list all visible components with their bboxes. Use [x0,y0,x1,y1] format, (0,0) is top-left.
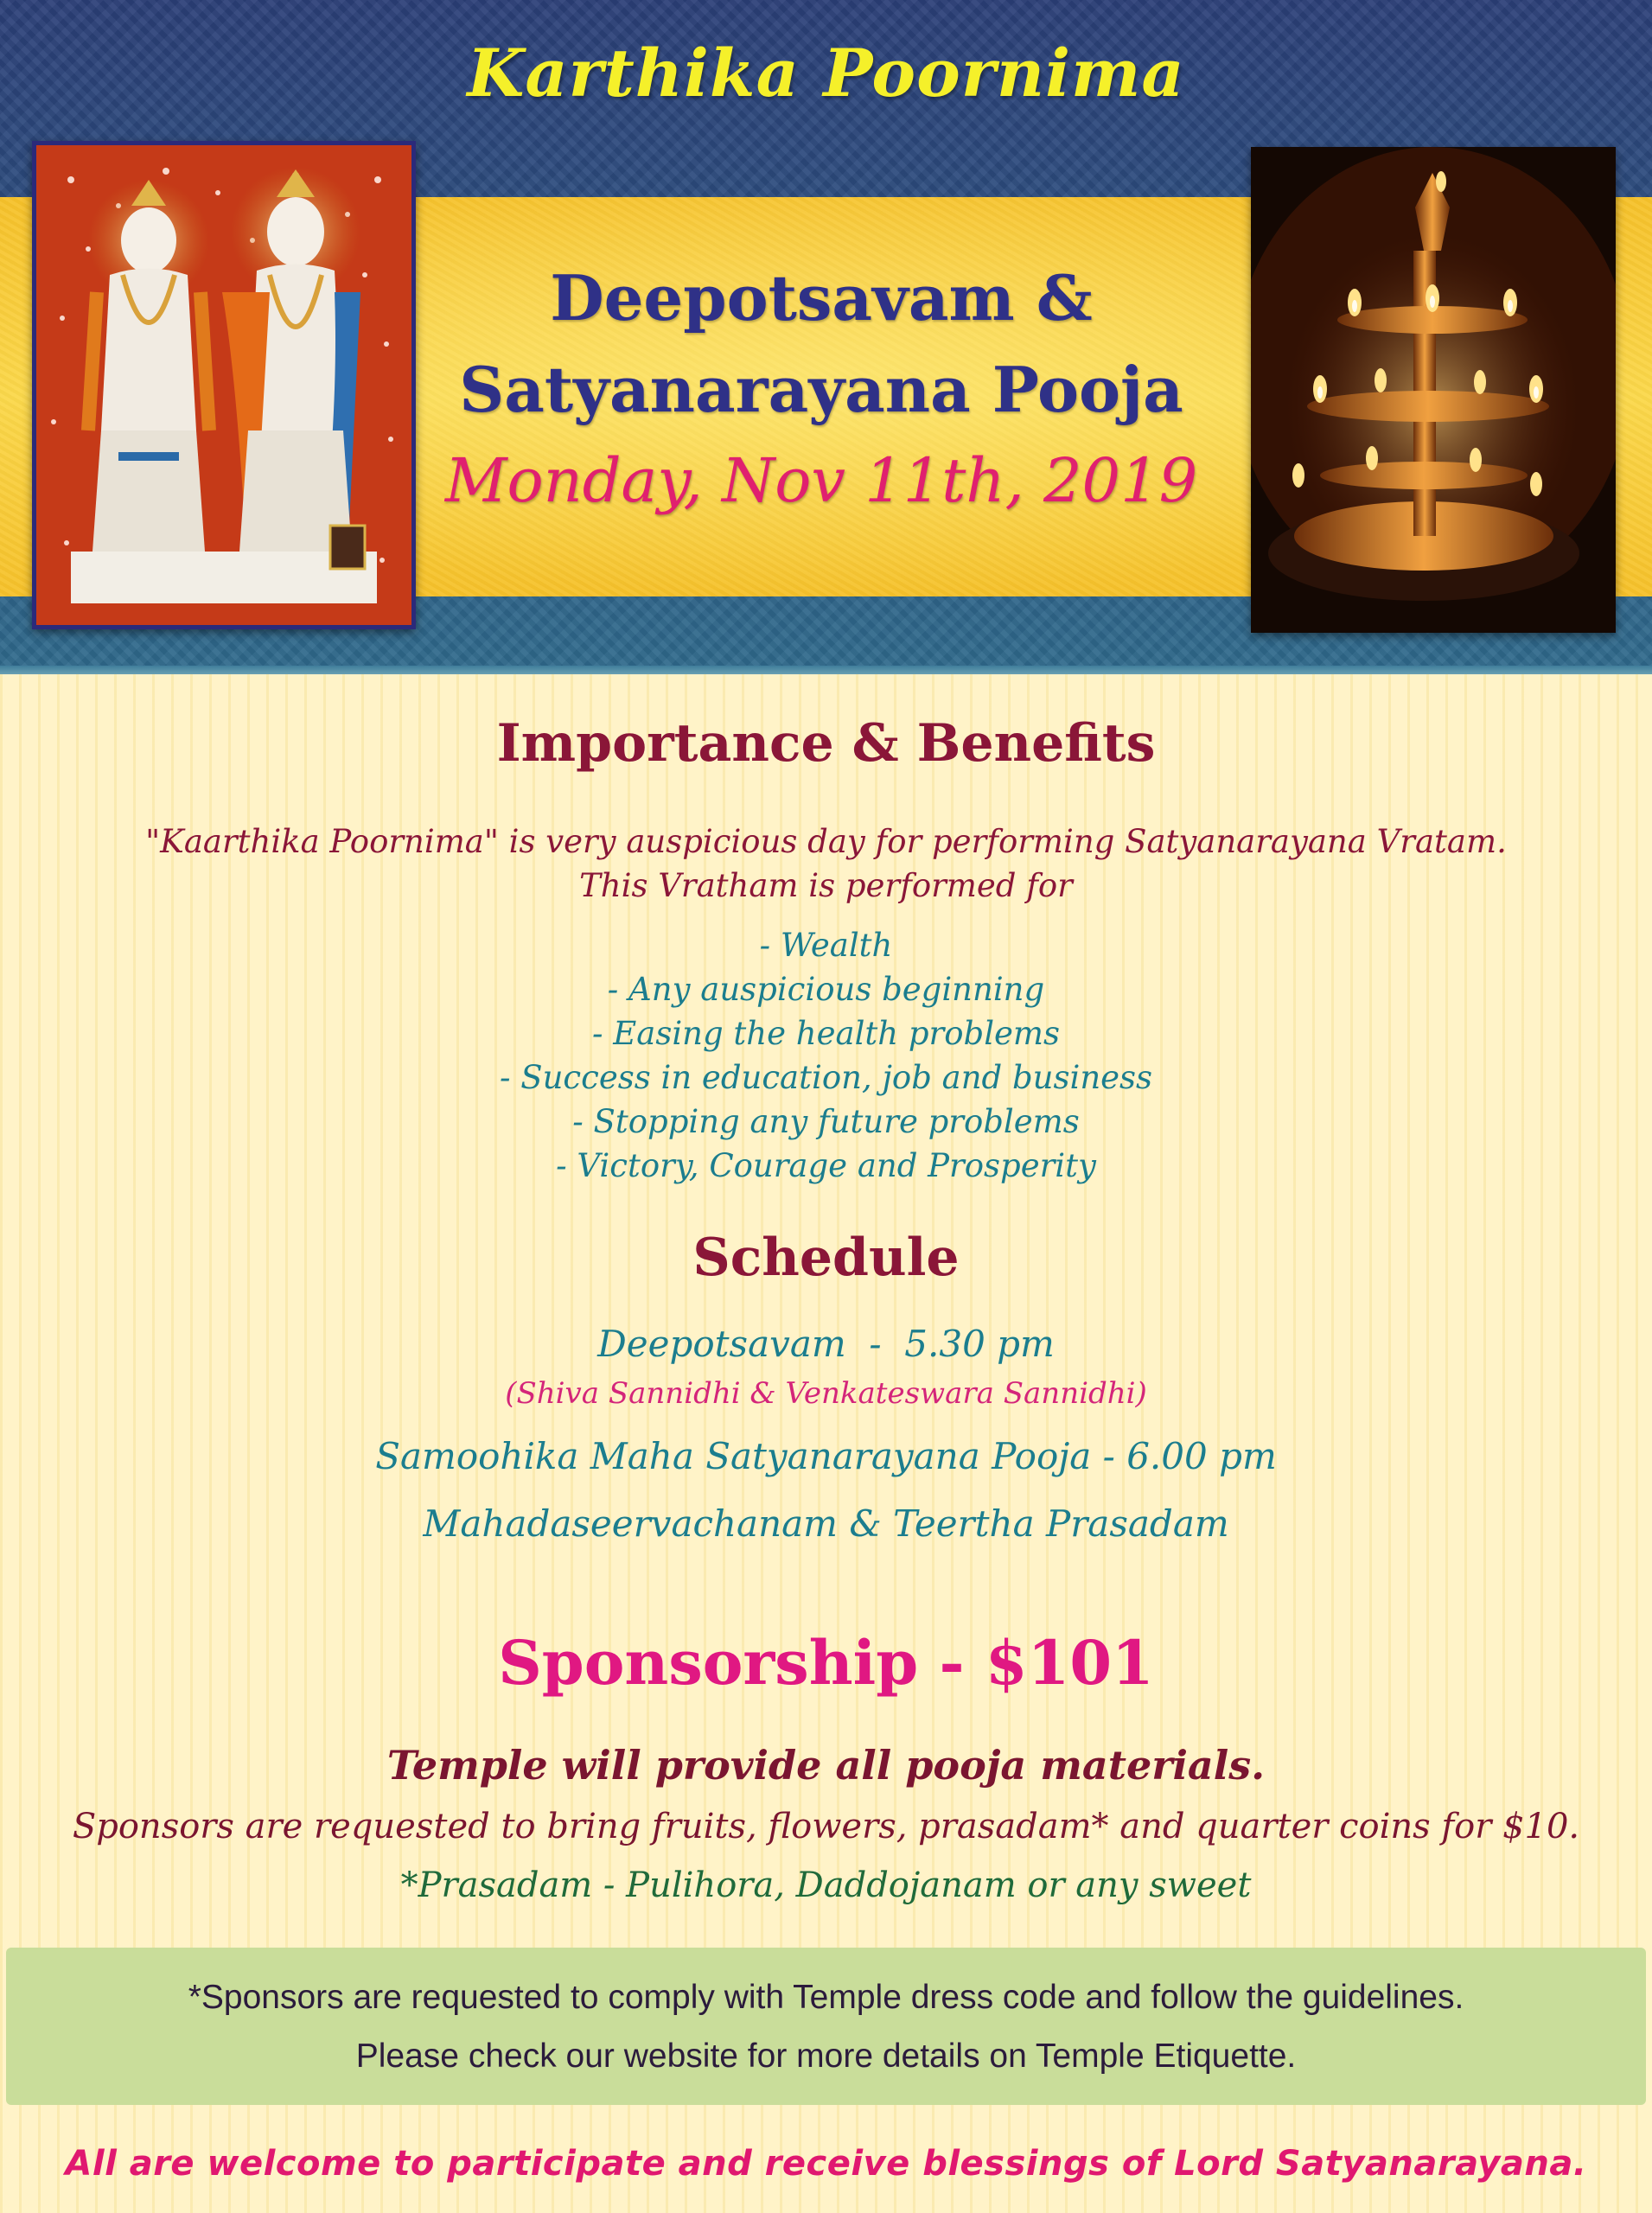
notice-line-1: *Sponsors are requested to comply with Temple dress code and follow the guidelines. [188,1979,1464,2016]
title-line-2: Satyanarayana Pooja [459,353,1183,426]
importance-heading: Importance & Benefits [496,713,1156,774]
benefit-item: - Stopping any future problems [572,1103,1080,1140]
header-divider [0,666,1652,674]
schedule-deepotsavam: Deepotsavam - 5.30 pm [597,1323,1055,1365]
intro-line-2: This Vratham is performed for [579,867,1073,904]
notice-line-2: Please check our website for more details on Temple Etiquette. [355,2038,1297,2075]
schedule-heading: Schedule [692,1228,960,1288]
oil-lamp-photo [1251,147,1616,633]
benefit-item: - Easing the health problems [592,1015,1060,1052]
prasadam-note: *Prasadam - Pulihora, Daddojanam or any sweet [400,1865,1252,1905]
welcome-message: All are welcome to participate and receive blessings of Lord Satyanarayana. [65,2144,1587,2184]
event-date: Monday, Nov 11th, 2019 [444,445,1198,516]
deities-photo [32,141,416,629]
benefit-item: - Wealth [759,927,893,964]
title-line-1: Deepotsavam & [550,261,1093,335]
sponsor-request: Sponsors are requested to bring fruits, flowers, prasadam* and quarter coins for $10. [72,1807,1580,1846]
oil-lamp-illustration [1251,147,1616,633]
notice-box [6,1948,1646,2105]
schedule-pooja: Samoohika Maha Satyanarayana Pooja - 6.00 pm [375,1435,1277,1477]
schedule-prasadam: Mahadaseervachanam & Teertha Prasadam [423,1502,1229,1545]
event-name: Karthika Poornima [467,35,1185,112]
schedule-deepotsavam-location: (Shiva Sannidhi & Venkateswara Sannidhi) [505,1376,1147,1411]
sponsorship-heading: Sponsorship - $101 [498,1627,1154,1699]
deities-illustration [36,145,411,625]
benefit-item: - Success in education, job and business [499,1059,1153,1096]
intro-line-1: "Kaarthika Poornima" is very auspicious day for performing Satyanarayana Vratam. [145,823,1507,860]
materials-note: Temple will provide all pooja materials. [386,1742,1266,1789]
benefit-item: - Any auspicious beginning [607,971,1045,1008]
benefit-item: - Victory, Courage and Prosperity [556,1147,1096,1184]
